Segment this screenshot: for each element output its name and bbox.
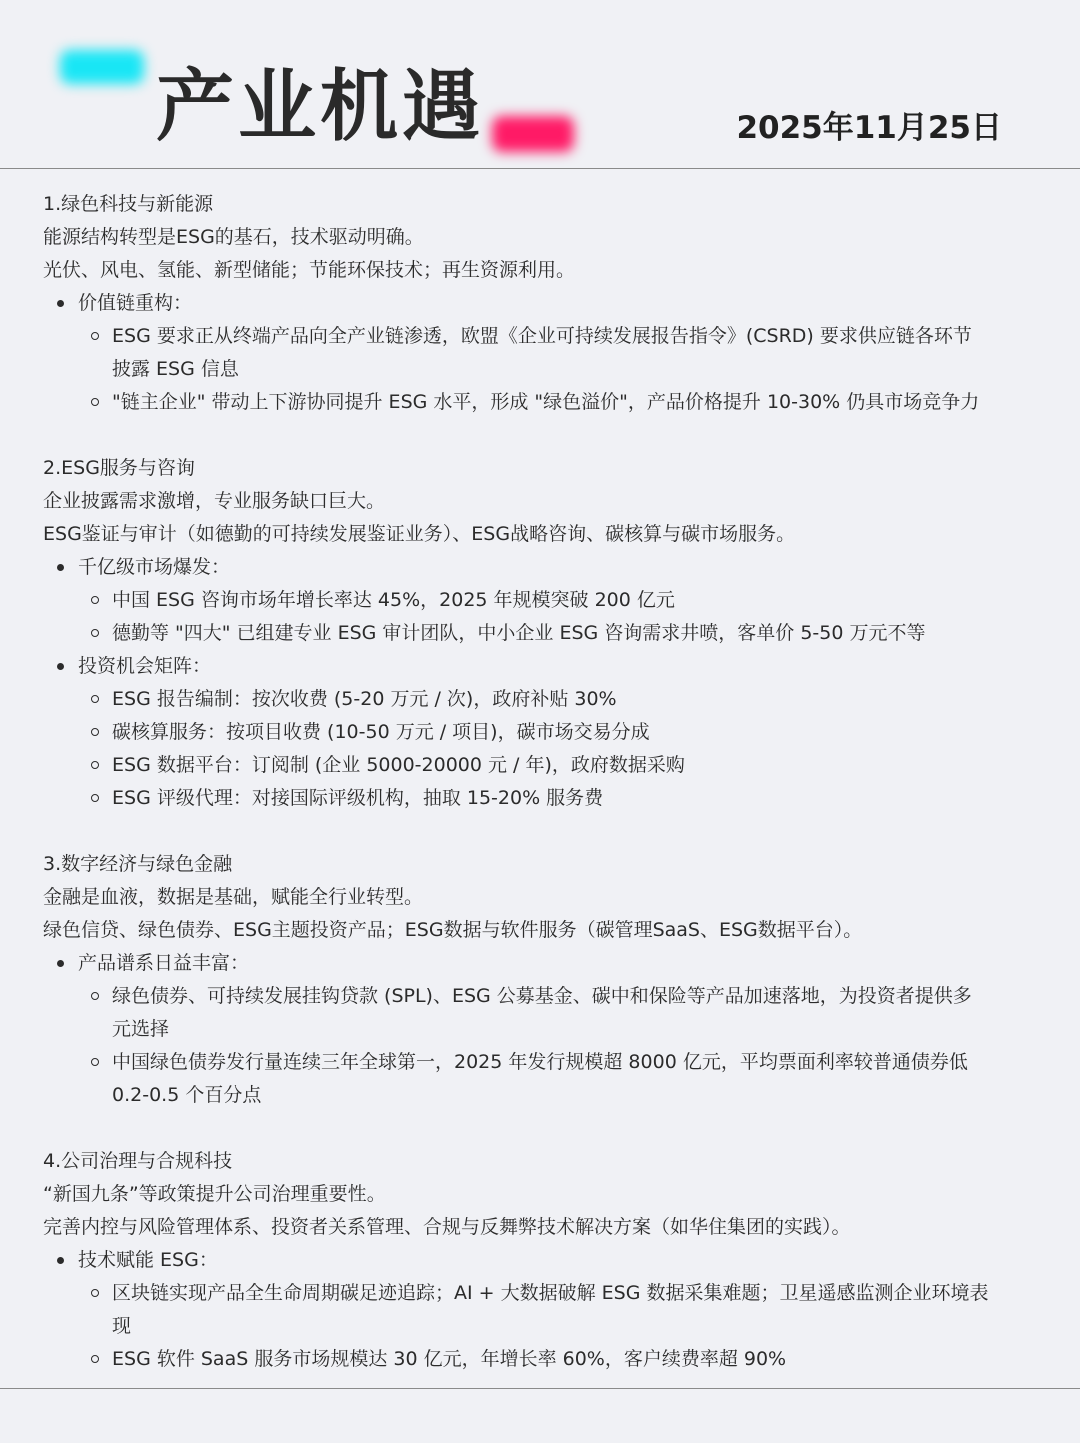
bullet-list <box>43 947 1043 1112</box>
bottom-divider <box>0 1388 1080 1389</box>
section-heading: 4.公司治理与合规科技 <box>43 1150 233 1172</box>
bullet-list <box>43 551 1043 815</box>
top-divider <box>0 168 1080 169</box>
section-line: 光伏、风电、氢能、新型储能；节能环保技术；再生资源利用。 <box>43 259 576 281</box>
bullet-item: 价值链重构： <box>43 287 1043 320</box>
section-heading: 3.数字经济与绿色金融 <box>43 853 233 875</box>
section-line: “新国九条”等政策提升公司治理重要性。 <box>43 1183 386 1205</box>
sub-bullet-item: 德勤等 "四大" 已组建专业 ESG 审计团队，中小企业 ESG 咨询需求井喷，客单价 5-50 万元不等 <box>43 617 1043 650</box>
bullet-list <box>43 1244 1043 1376</box>
sub-bullet-item: ESG 软件 SaaS 服务市场规模达 30 亿元，年增长率 60%，客户续费率超 90% <box>43 1343 1043 1376</box>
section-3 <box>43 848 1043 1112</box>
sub-bullet-item: 碳核算服务：按项目收费 (10-50 万元 / 项目)，碳市场交易分成 <box>43 716 1043 749</box>
sub-bullet-line: 中国绿色债券发行量连续三年全球第一，2025 年发行规模超 8000 亿元，平均票面利率较普通债券低 <box>112 1051 968 1073</box>
sub-bullet-line: 现 <box>112 1315 132 1337</box>
sub-bullet-line: 披露 ESG 信息 <box>112 358 239 380</box>
section-line: 企业披露需求激增，专业服务缺口巨大。 <box>43 490 386 512</box>
bullet-item: 千亿级市场爆发： <box>43 551 1043 584</box>
sub-bullet-item <box>43 1046 1043 1112</box>
section-line: ESG鉴证与审计（如德勤的可持续发展鉴证业务）、ESG战略咨询、碳核算与碳市场服务。 <box>43 523 796 545</box>
sub-bullet-item <box>43 980 1043 1046</box>
section-1 <box>43 188 1043 419</box>
header <box>0 0 1080 168</box>
sub-bullet-item <box>43 1277 1043 1343</box>
sub-bullet-line: ESG 要求正从终端产品向全产业链渗透，欧盟《企业可持续发展报告指令》(CSRD) 要求供应链各环节 <box>112 325 972 347</box>
bullet-item: 技术赋能 ESG： <box>43 1244 1043 1277</box>
sub-bullet-line: 绿色债券、可持续发展挂钩贷款 (SPL)、ESG 公募基金、碳中和保险等产品加速落地，为投资者提供多 <box>112 985 972 1007</box>
bullet-item: 投资机会矩阵： <box>43 650 1043 683</box>
sub-bullet-item: ESG 数据平台：订阅制 (企业 5000-20000 元 / 年)，政府数据采购 <box>43 749 1043 782</box>
bullet-item: 产品谱系日益丰富： <box>43 947 1043 980</box>
section-4 <box>43 1145 1043 1376</box>
sub-bullet-line: 区块链实现产品全生命周期碳足迹追踪；AI + 大数据破解 ESG 数据采集难题；卫星遥感监测企业环境表 <box>112 1282 989 1304</box>
sub-bullet-line: 0.2-0.5 个百分点 <box>112 1084 262 1106</box>
sub-bullet-item: ESG 报告编制：按次收费 (5-20 万元 / 次)，政府补贴 30% <box>43 683 1043 716</box>
sub-bullet-item: "链主企业" 带动上下游协同提升 ESG 水平，形成 "绿色溢价"，产品价格提升 10-30% 仍具市场竞争力 <box>43 386 1043 419</box>
article-body <box>43 188 1043 1376</box>
section-line: 金融是血液，数据是基础，赋能全行业转型。 <box>43 886 424 908</box>
section-heading: 1.绿色科技与新能源 <box>43 193 214 215</box>
bullet-list <box>43 287 1043 419</box>
page-date: 2025年11月25日 <box>736 110 1002 146</box>
section-heading: 2.ESG服务与咨询 <box>43 457 195 479</box>
pink-accent-blob <box>492 116 574 152</box>
section-line: 绿色信贷、绿色债券、ESG主题投资产品；ESG数据与软件服务（碳管理SaaS、ESG数据平台）。 <box>43 919 863 941</box>
page-title: 产业机遇 <box>156 62 485 152</box>
cyan-accent-blob <box>60 50 144 84</box>
section-2 <box>43 452 1043 815</box>
sub-bullet-line: 元选择 <box>112 1018 170 1040</box>
section-line: 完善内控与风险管理体系、投资者关系管理、合规与反舞弊技术解决方案（如华住集团的实践）。 <box>43 1216 851 1238</box>
sub-bullet-item <box>43 320 1043 386</box>
section-line: 能源结构转型是ESG的基石，技术驱动明确。 <box>43 226 424 248</box>
sub-bullet-item: ESG 评级代理：对接国际评级机构，抽取 15-20% 服务费 <box>43 782 1043 815</box>
sub-bullet-item: 中国 ESG 咨询市场年增长率达 45%，2025 年规模突破 200 亿元 <box>43 584 1043 617</box>
